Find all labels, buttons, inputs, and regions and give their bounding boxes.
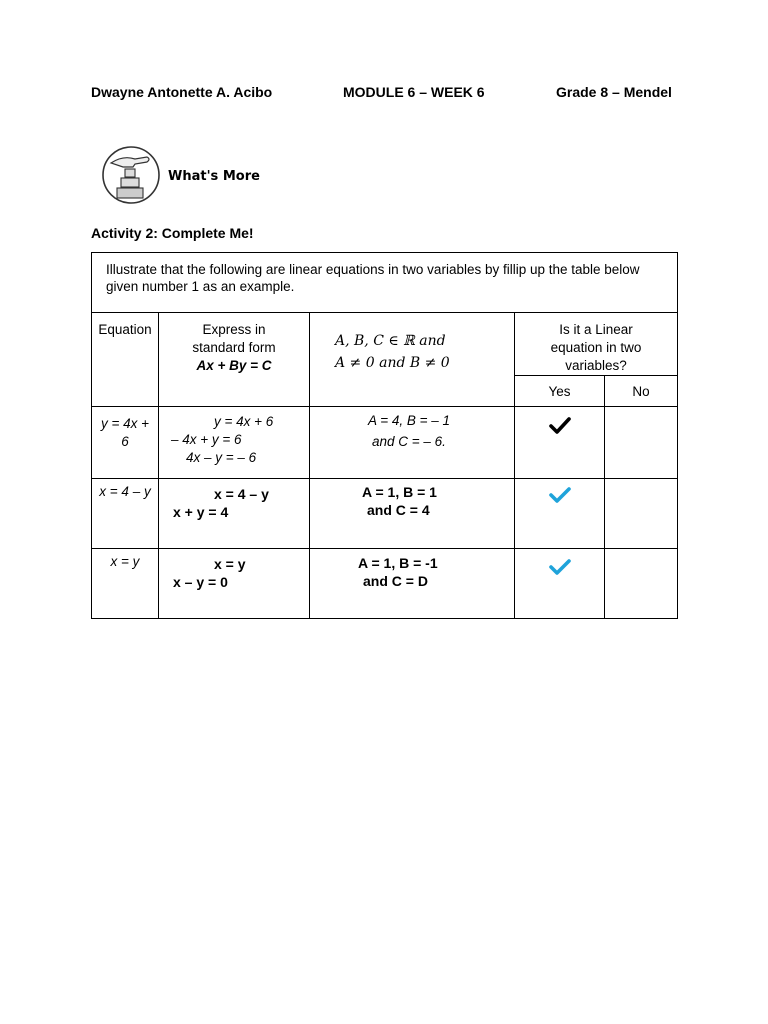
row-no-cell[interactable] — [605, 407, 678, 479]
row-yes-cell[interactable] — [515, 479, 605, 549]
row-standard-form — [159, 407, 310, 479]
row-coefficients — [310, 479, 515, 549]
coef-line2: A ≠ 0 and B ≠ 0 — [335, 355, 450, 371]
coef-text: A = 4, B = – 1 — [368, 413, 451, 428]
check-icon — [549, 417, 571, 435]
coef-text: A = 1, B = -1 — [358, 555, 438, 571]
coef-text: and C = – 6. — [372, 434, 446, 449]
instructions: Illustrate that the following are linear equations in two variables by fillip up the table below given number 1 as an example. — [92, 253, 678, 313]
standard-step: x = 4 – y — [214, 486, 269, 502]
row-standard-form — [159, 549, 310, 619]
row-coefficients — [310, 407, 515, 479]
row-equation: y = 4x + 6 — [92, 407, 159, 479]
grade-section: Grade 8 – Mendel — [556, 84, 672, 100]
col-header-yes: Yes — [515, 376, 605, 407]
col-header-linear-question: Is it a Linear equation in two variables? — [515, 313, 678, 376]
module-label: MODULE 6 – WEEK 6 — [343, 84, 485, 100]
col-header-coefficients — [310, 313, 515, 407]
coef-line1: A, B, C ∈ ℝ and — [335, 333, 446, 349]
check-icon — [549, 487, 571, 503]
standard-step: x – y = 0 — [173, 574, 228, 590]
standard-step: y = 4x + 6 — [214, 414, 274, 429]
row-yes-cell[interactable] — [515, 549, 605, 619]
row-no-cell[interactable] — [605, 479, 678, 549]
row-equation: x = 4 – y — [92, 479, 159, 549]
section-title: What's More — [168, 169, 260, 184]
row-no-cell[interactable] — [605, 549, 678, 619]
table-row — [92, 549, 678, 619]
standard-form-line1: Express in — [202, 322, 266, 337]
row-yes-cell[interactable] — [515, 407, 605, 479]
standard-step: 4x – y = – 6 — [186, 450, 257, 465]
student-name: Dwayne Antonette A. Acibo — [91, 84, 273, 100]
activity-title: Activity 2: Complete Me! — [91, 225, 254, 241]
col-header-no: No — [605, 376, 678, 407]
row-standard-form — [159, 479, 310, 549]
coef-text: and C = D — [363, 573, 428, 589]
col-header-equation: Equation — [92, 313, 159, 407]
col-header-standard-form — [159, 313, 310, 407]
row-equation: x = y — [92, 549, 159, 619]
coef-text: A = 1, B = 1 — [362, 484, 437, 500]
table-row — [92, 479, 678, 549]
row-coefficients — [310, 549, 515, 619]
standard-step: – 4x + y = 6 — [171, 432, 242, 447]
check-icon — [549, 559, 571, 575]
standard-form-formula: Ax + By = C — [196, 358, 272, 373]
coef-text: and C = 4 — [367, 502, 430, 518]
hand-stacking-blocks-icon — [101, 145, 161, 205]
standard-form-line2: standard form — [192, 340, 276, 355]
table-row — [92, 407, 678, 479]
worksheet-table — [91, 252, 678, 619]
standard-step: x + y = 4 — [173, 504, 229, 520]
standard-step: x = y — [214, 556, 246, 572]
